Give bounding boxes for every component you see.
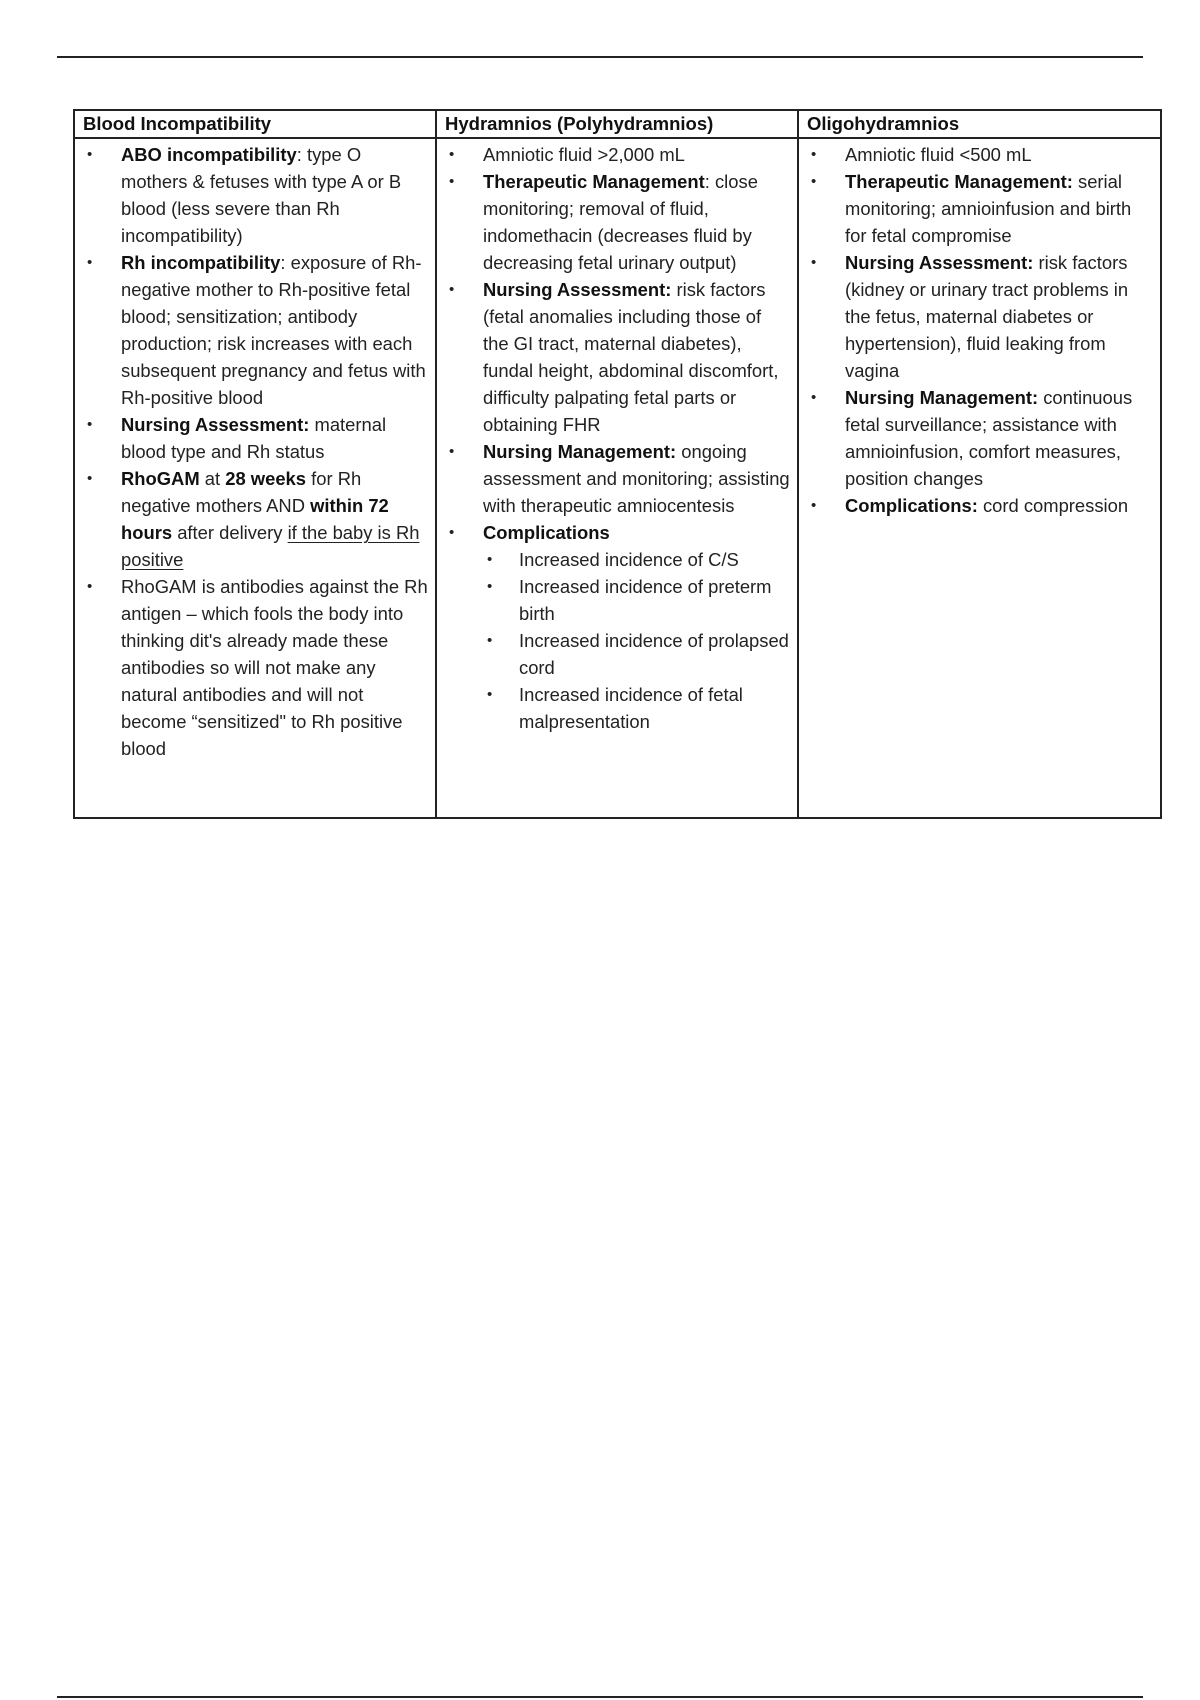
list-item <box>803 168 1154 249</box>
list-item <box>803 492 1154 519</box>
list-item <box>79 411 429 465</box>
list-item <box>441 141 791 168</box>
item-text: after delivery <box>172 522 288 543</box>
item-text: at <box>199 468 226 489</box>
sub-bullet-list <box>483 546 791 735</box>
item-text: : close monitoring; removal of fluid, indomethacin (decreases fluid by decreasing fetal urinary output) <box>483 171 758 273</box>
bold-term: Nursing Management: <box>483 441 677 462</box>
item-text: ongoing assessment and monitoring; assisting with therapeutic amniocentesis <box>483 441 790 516</box>
sub-list-item: • Increased incidence of C/S <box>483 546 791 573</box>
item-text: risk factors (kidney or urinary tract problems in the fetus, maternal diabetes or hypertension), fluid leaking from vagina <box>845 252 1129 381</box>
footer-rule <box>57 1696 1143 1698</box>
cell-hydramnios <box>436 138 798 818</box>
item-text: Amniotic fluid >2,000 mL <box>483 144 685 165</box>
list-item <box>803 384 1154 492</box>
bold-term: within 72 hours <box>121 495 389 543</box>
bold-term: 28 weeks <box>225 468 307 489</box>
cell-blood-incompatibility <box>74 138 436 818</box>
item-text: risk factors (fetal anomalies including those of the GI tract, maternal diabetes), fundal height, abdominal discomfort, difficulty palpating fetal parts or obtaining FHR <box>483 279 779 435</box>
item-text: RhoGAM is antibodies against the Rh antigen – which fools the body into thinking dit's already made these antibodies so will not make any natural antibodies and will not become “sensitized" to Rh positive blood <box>121 576 428 759</box>
item-text: cord compression <box>977 495 1129 516</box>
bold-term: Nursing Assessment: <box>845 252 1034 273</box>
bold-term: Rh incompatibility <box>121 252 281 273</box>
column-header-oligohydramnios: Oligohydramnios <box>798 110 1161 138</box>
bullet-list <box>441 141 791 735</box>
header-row <box>74 110 1161 138</box>
list-item <box>79 573 429 762</box>
list-item <box>79 249 429 411</box>
bold-term: Therapeutic Management: <box>845 171 1073 192</box>
item-text: : type O mothers & fetuses with type A or B blood (less severe than Rh incompatibility) <box>121 144 402 246</box>
item-text: for Rh negative mothers AND <box>121 468 362 516</box>
sub-list-item: • Increased incidence of fetal malpresentation <box>483 681 791 735</box>
list-item <box>803 141 1154 168</box>
content-row <box>74 138 1161 818</box>
cell-oligohydramnios <box>798 138 1161 818</box>
bold-term: Nursing Assessment: <box>121 414 310 435</box>
bold-term: Nursing Management: <box>845 387 1039 408</box>
bullet-list <box>803 141 1154 519</box>
notes-table <box>73 109 1162 819</box>
bold-term: RhoGAM <box>121 468 200 489</box>
list-item <box>441 168 791 276</box>
header-rule <box>57 56 1143 58</box>
sub-list-item: • Increased incidence of preterm birth <box>483 573 791 627</box>
bold-term: Complications <box>483 522 610 543</box>
column-header-hydramnios: Hydramnios (Polyhydramnios) <box>436 110 798 138</box>
column-header-blood-incompatibility: Blood Incompatibility <box>74 110 436 138</box>
list-item <box>79 141 429 249</box>
item-text: Amniotic fluid <500 mL <box>845 144 1032 165</box>
list-item <box>441 519 791 735</box>
bullet-list <box>79 141 429 762</box>
list-item <box>441 438 791 519</box>
list-item <box>79 465 429 573</box>
bold-term: Nursing Assessment: <box>483 279 672 300</box>
bold-term: Therapeutic Management <box>483 171 705 192</box>
sub-list-item: • Increased incidence of prolapsed cord <box>483 627 791 681</box>
item-text: continuous fetal surveillance; assistance with amnioinfusion, comfort measures, position changes <box>845 387 1133 489</box>
bold-term: Complications: <box>845 495 978 516</box>
item-text: serial monitoring; amnioinfusion and birth for fetal compromise <box>845 171 1132 246</box>
bold-term: ABO incompatibility <box>121 144 297 165</box>
underlined-text: if the baby is Rh positive <box>121 522 420 570</box>
list-item <box>803 249 1154 384</box>
item-text: maternal blood type and Rh status <box>121 414 387 462</box>
list-item <box>441 276 791 438</box>
item-text: : exposure of Rh-negative mother to Rh-positive fetal blood; sensitization; antibody production; risk increases with each subsequent pregnancy and fetus with Rh-positive blood <box>121 252 426 408</box>
